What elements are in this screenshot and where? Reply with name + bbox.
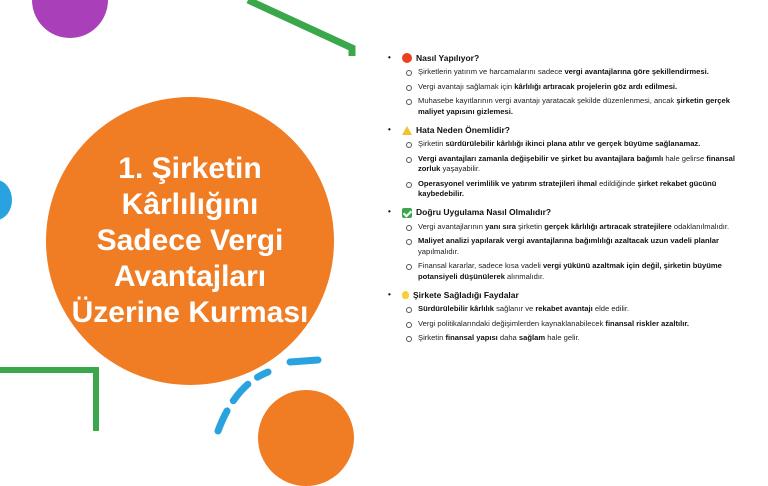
bold-text: Vergi avantajları zamanla değişebilir ve şirket bu avantajlara bağımlı [418,153,664,163]
section-heading-text: Hata Neden Önemlidir? [416,124,510,135]
section-heading-text: Doğru Uygulama Nasıl Olmalıdır? [416,207,552,218]
bullet-icon: • [388,52,391,62]
list-item [418,82,748,93]
bold-text: finansal zorluk [418,153,735,173]
section-heading-text: Şirkete Sağladığı Faydalar [413,289,519,300]
list-item [418,236,748,257]
list-item [418,154,748,175]
bold-text: kârlılığı artıracak projelerin göz ardı edilmesi. [514,81,678,91]
text: Şirketin [418,333,446,342]
slide-title: 1. Şirketin Kârlılığını Sadece Vergi Avantajları Üzerine Kurması [71,152,309,329]
text: daha [497,333,519,342]
bold-text: şirket rekabet gücünü kaybedebilir. [418,178,717,198]
list-item [418,179,748,200]
text: Vergi avantajlarının [418,221,486,231]
bold-text: sağlam [518,333,546,342]
list-item [418,96,748,117]
bold-text: Sürdürülebilir kârlılık [418,304,494,313]
text: Vergi avantajı sağlamak için [418,81,515,91]
section-heading [388,124,748,136]
section-heading [388,289,748,301]
bold-text: rekabet avantajı [535,304,593,313]
section-heading-text: Nasıl Yapılıyor? [416,52,480,63]
section-heading [388,52,748,64]
sub-list [388,304,748,344]
bold-text: Operasyonel verimlilik ve yatırım stratejileri ihmal [418,178,597,188]
section [388,289,748,344]
list-item [418,222,748,233]
list-item [418,304,748,315]
list-item [418,333,748,344]
bullet-icon: • [388,124,391,134]
lightbulb-icon [402,291,409,299]
list-item [418,139,748,150]
bullet-icon: • [388,207,391,217]
text: yaşayabilir. [440,164,481,173]
bold-text: gerçek kârlılığı artıracak stratejilere [544,221,672,231]
text: edildiğinde [596,178,638,188]
text: elde edilir. [592,304,630,313]
bold-text: finansal yapısı [445,333,498,342]
text: Şirketin [418,139,446,148]
green-corner-top [248,0,352,56]
sub-list [388,222,748,283]
text: Şirketlerin yatırım ve harcamalarını sadece [418,67,565,76]
content-list [388,52,748,351]
text: sağlanır ve [493,304,536,313]
bold-text: vergi yükünü azaltmak için değil, şirketin büyüme potansiyeli düşünülerek [418,261,722,281]
bold-text: yanı sıra [485,221,516,231]
green-corner-bottom [0,370,96,431]
red-circle-icon [402,53,412,63]
text: odaklanılmalıdır. [671,221,730,231]
text: Muhasebe kayıtlarının vergi avantajı yaratacak şekilde düzenlenmesi, ancak [418,96,677,105]
text: Finansal kararlar, sadece kısa vadeli [418,261,543,270]
section [388,124,748,200]
orange-circle-bottom-decoration [258,390,354,486]
text: alınmalıdır. [504,271,545,281]
text: hale gelir. [545,333,580,342]
text: yapılmalıdır. [418,246,459,256]
sub-list [388,67,748,117]
bold-text: Maliyet analizi yapılarak vergi avantajlarına bağımlılığı azaltacak uzun vadeli planlar [418,236,719,245]
section [388,52,748,117]
check-icon [402,208,412,218]
text: şirketin [515,221,545,231]
text: Vergi politikalarındaki değişimlerden kaynaklanabilecek [418,318,606,328]
blue-dash-short [290,360,318,362]
title-circle [46,97,334,385]
bold-text: finansal riskler azaltılır. [605,318,689,328]
bullet-icon: • [388,289,391,299]
sub-list [388,139,748,200]
text: hale gelirse [663,153,707,163]
list-item [418,319,748,330]
bold-text: sürdürülebilir kârlılığı ikinci plana atılır ve gerçek büyüme sağlanamaz. [445,139,701,148]
section [388,207,748,283]
bold-text: şirketin gerçek maliyet yapısını gizlemesi. [418,96,730,116]
bold-text: vergi avantajlarına göre şekillendirmesi. [564,67,709,76]
list-item [418,67,748,78]
section-heading [388,207,748,219]
list-item [418,261,748,282]
warning-icon [402,126,412,135]
